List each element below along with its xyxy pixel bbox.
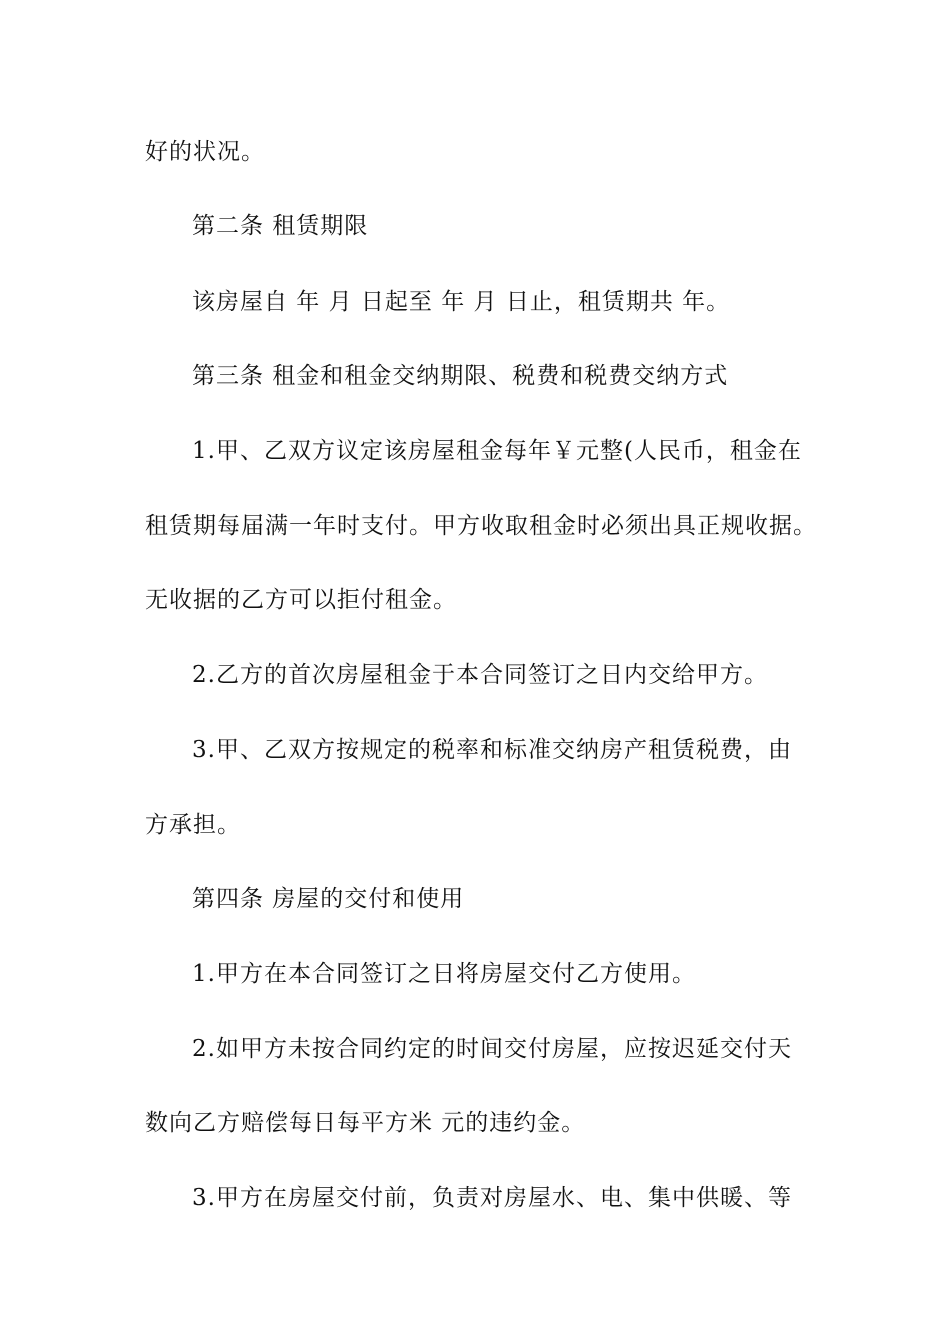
text-line: 方承担。 [145,812,241,838]
text-line: 好的状况。 [145,139,265,165]
paragraph-line: 3.甲方在房屋交付前，负责对房屋水、电、集中供暖、等 [192,1185,792,1211]
paragraph-line: 3.甲、乙双方按规定的税率和标准交纳房产租赁税费，由 [192,737,792,763]
paragraph-line: 1.甲方在本合同签订之日将房屋交付乙方使用。 [192,961,696,987]
article-heading: 第二条 租赁期限 [192,213,369,239]
article-heading: 第三条 租金和租金交纳期限、税费和税费交纳方式 [192,363,729,389]
article-heading: 第四条 房屋的交付和使用 [192,886,465,912]
paragraph-line: 2.乙方的首次房屋租金于本合同签订之日内交给甲方。 [192,662,768,688]
paragraph-line: 1.甲、乙双方议定该房屋租金每年￥元整(人民币，租金在 [192,438,802,464]
paragraph-line: 该房屋自 年 月 日起至 年 月 日止，租赁期共 年。 [192,289,731,315]
text-line: 数向乙方赔偿每日每平方米 元的违约金。 [145,1110,586,1136]
paragraph-line: 2.如甲方未按合同约定的时间交付房屋，应按迟延交付天 [192,1036,792,1062]
text-line: 租赁期每届满一年时支付。甲方收取租金时必须出具正规收据。 [145,513,817,539]
text-line: 无收据的乙方可以拒付租金。 [145,587,457,613]
